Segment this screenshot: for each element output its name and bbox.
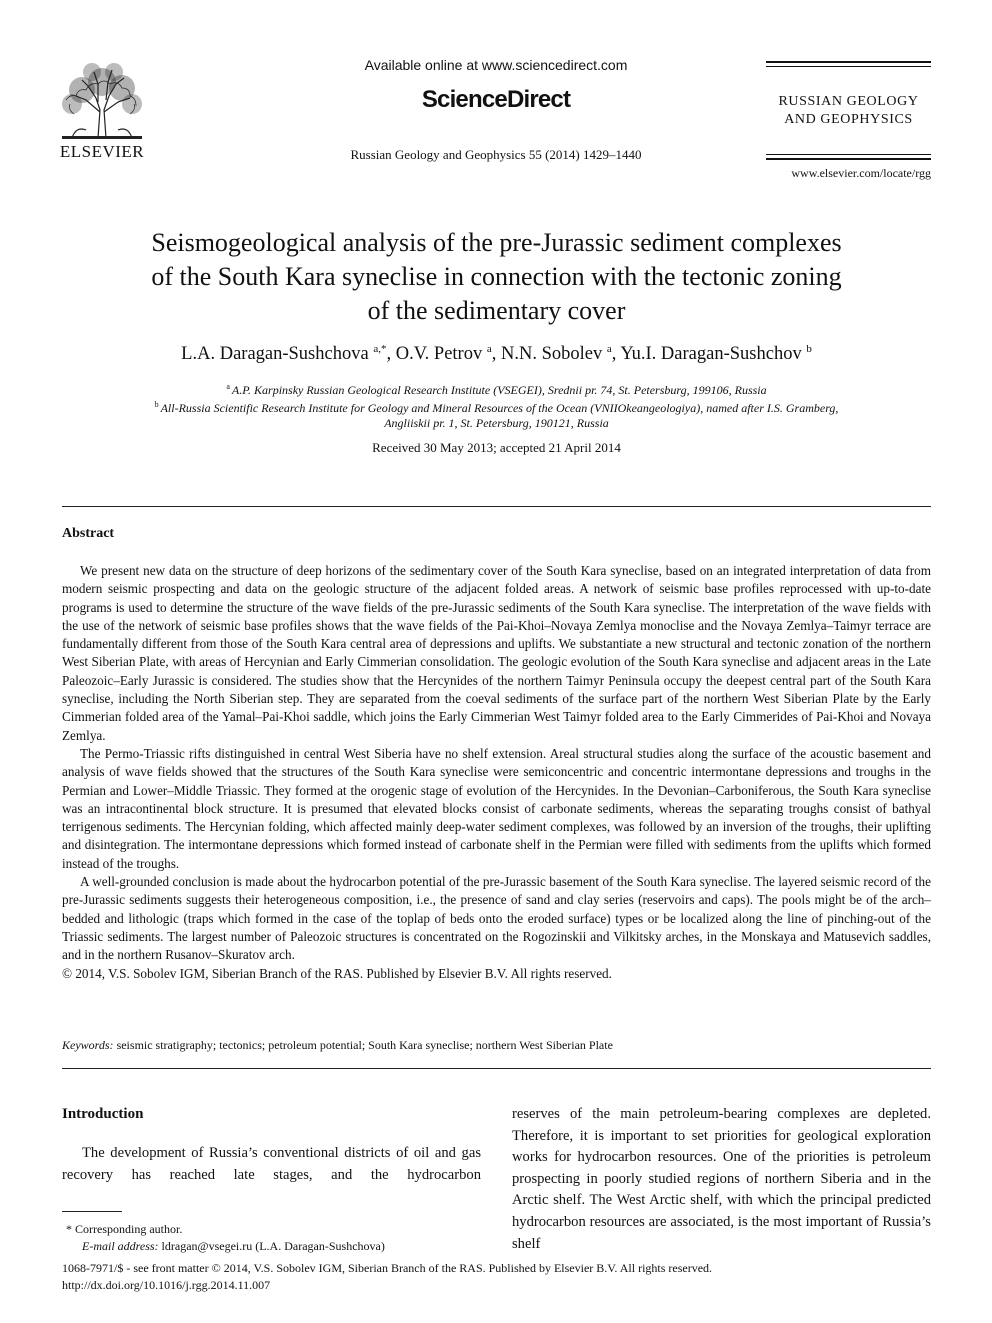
abstract-body	[62, 562, 931, 983]
author-separator: ,	[611, 344, 617, 364]
journal-url-link[interactable]: www.elsevier.com/locate/rgg	[791, 166, 931, 180]
corresponding-author-note	[66, 1222, 182, 1237]
journal-citation: Russian Geology and Geophysics 55 (2014) 1429–1440	[350, 147, 642, 162]
footnote-rule	[62, 1211, 122, 1212]
author-name[interactable]: O.V. Petrov	[395, 344, 483, 364]
keywords-list: seismic stratigraphy; tectonics; petroleum potential; South Kara syneclise; northern West Siberian Plate	[116, 1038, 613, 1052]
brand-rule	[766, 66, 931, 67]
keywords-label: Keywords:	[62, 1038, 114, 1052]
affiliation-text: A.P. Karpinsky Russian Geological Research Institute (VSEGEI), Srednii pr. 74, St. Petersburg, 199106, Russia	[231, 383, 767, 397]
affiliation-mark: a	[226, 382, 230, 391]
footnote-marker: *	[66, 1222, 72, 1236]
abstract-heading: Abstract	[62, 526, 115, 541]
email-link[interactable]: ldragan@vsegei.ru (L.A. Daragan-Sushchova)	[161, 1239, 385, 1253]
affiliation-mark: b	[154, 400, 159, 409]
author-affiliation-mark[interactable]: b	[806, 343, 812, 355]
issn-line: 1068-7971/$ - see front matter © 2014, V.S. Sobolev IGM, Siberian Branch of the RAS. Published by Elsevier B.V. All rights reserved.	[62, 1261, 713, 1275]
article-title	[62, 226, 931, 328]
affiliation-text: All-Russia Scientific Research Institute for Geology and Mineral Resources of the Ocean (VNIIOkeangeologiya), named after I.S. Gramberg,	[160, 401, 839, 415]
elsevier-wordmark: ELSEVIER	[59, 142, 145, 161]
introduction-column-right: reserves of the main petroleum-bearing complexes are depleted. Therefore, it is important to set priorities for geological exploration works for hydrocarbon resources. One of the priorities is petroleum prospecting in poorly studied regions of northern Siberia and in the Arctic shelf. The West Arctic shelf, with which the principal predicted hydrocarbon resources are associated, is the most important of Russia’s shelf	[512, 1106, 931, 1252]
copyright-line: © 2014, V.S. Sobolev IGM, Siberian Branch of the RAS. Published by Elsevier B.V. All rights reserved.	[62, 965, 612, 981]
introduction-column-left: The development of Russia’s conventional districts of oil and gas recovery has reached late stages, and the hydrocarbon	[62, 1145, 481, 1183]
brand-rule	[766, 158, 931, 160]
section-divider	[62, 506, 931, 507]
tree-icon	[52, 60, 152, 140]
title-line: Seismogeological analysis of the pre-Jurassic sediment complexes	[151, 228, 842, 257]
brand-rule	[766, 154, 931, 155]
journal-brand	[766, 93, 931, 129]
title-line: of the South Kara syneclise in connection with the tectonic zoning	[151, 262, 842, 291]
journal-brand-line1: RUSSIAN GEOLOGY	[778, 94, 919, 109]
page-header	[0, 0, 992, 190]
doi-link[interactable]: http://dx.doi.org/10.1016/j.rgg.2014.11.007	[62, 1278, 271, 1292]
section-divider	[62, 1068, 931, 1069]
author-separator: ,	[491, 344, 497, 364]
author-affiliation-mark[interactable]: a	[486, 343, 492, 355]
title-line: of the sedimentary cover	[367, 296, 626, 325]
affiliation-text: Angliiskii pr. 1, St. Petersburg, 190121, Russia	[384, 416, 609, 430]
publisher-logo[interactable]	[52, 60, 152, 164]
author-separator: ,	[386, 344, 392, 364]
author-list	[62, 343, 931, 365]
author-affiliation-mark[interactable]: a	[606, 343, 612, 355]
available-online-link[interactable]: Available online at www.sciencedirect.com	[364, 57, 628, 73]
abstract-paragraph: A well-grounded conclusion is made about the hydrocarbon potential of the pre-Jurassic basement of the South Kara syneclise. The layered seismic record of the pre-Jurassic sediments suggests their heterogeneous composition, i.e., the presence of sand and clay series (reservoirs and caps). The pools might be of the arch–bedded and lithologic (traps which formed in the case of the toplap of beds onto the eroded surface) types or be localized along the line of pinching-out of the Triassic sediments. The largest number of Paleozoic structures is concentrated on the Rogozinskii and Vilkitsky arches, in the Monskaya and Matusevich saddles, and in the northern Rusanov–Skuratov arch.	[62, 874, 931, 963]
author-affiliation-mark[interactable]: a,*	[373, 343, 387, 355]
received-dates: Received 30 May 2013; accepted 21 April 2014	[372, 440, 621, 455]
author-name[interactable]: N.N. Sobolev	[500, 344, 603, 364]
author-name[interactable]: Yu.I. Daragan-Sushchov	[620, 344, 802, 364]
email-label: E-mail address:	[82, 1239, 159, 1253]
email-note	[82, 1239, 385, 1254]
introduction-heading: Introduction	[62, 1106, 144, 1122]
sciencedirect-wordmark[interactable]: ScienceDirect	[421, 86, 571, 113]
keywords-line	[62, 1038, 931, 1053]
brand-rule	[766, 61, 931, 63]
abstract-paragraph: The Permo-Triassic rifts distinguished in central West Siberia have no shelf extension. Areal structural studies along the surface of the acoustic basement and analysis of wave fields showed that the structures of the South Kara syneclise were semiconcentric and concentric intermontane depressions and troughs in the Permian and Lower–Middle Triassic. They formed at the orogenic stage of evolution of the Hercynides. In the Devonian–Carboniferous, the South Kara syneclise was an intracontinental block structure. It is presumed that elevated blocks consist of carbonate sediments, whereas the separating troughs consist of bathyal terrigenous sediments. The Hercynian folding, which affected mainly deep-water sediment complexes, was followed by an inversion of the troughs, their uplifting and disintegration. The intermontane depressions which formed instead of carbonate shelf in the Permian were filled with sediments from the uplifts which formed instead of the troughs.	[62, 745, 931, 871]
journal-brand-line2: AND GEOPHYSICS	[784, 112, 913, 127]
corresponding-label: Corresponding author.	[75, 1222, 183, 1236]
abstract-paragraph: We present new data on the structure of deep horizons of the sedimentary cover of the South Kara syneclise, based on an integrated interpretation of data from modern seismic prospecting and data on the geologic structure of the adjacent folded areas. A network of seismic base profiles reprocessed with up-to-date programs is used to determine the structure of the wave fields of the pre-Jurassic sediments of the South Kara syneclise. The interpretation of the wave fields with the use of the network of seismic base profiles shows that the wave fields of the Pai-Khoi–Novaya Zemlya monoclise and the Novaya Zemlya–Taimyr terrace are fundamentally different from those of the South Kara central area of depressions and uplifts. We substantiate a new structural and tectonic zonation of the northern West Siberian Plate, with areas of Hercynian and Early Cimmerian consolidation. The geologic evolution of the South Kara syneclise and adjacent areas in the Late Paleozoic–Early Jurassic is considered. The studies show that the Hercynides of the northern Taimyr Peninsula occupy the deepest central part of the South Kara syneclise, including the North Siberian step. They are separated from the coeval sediments of the surface part of the northern West Siberian Plate by the Early Cimmerian folded area of the Yamal–Pai-Khoi saddle, which joins the Early Cimmerian West Taimyr folded area to the Early Cimmerides of Pai-Khoi and Novaya Zemlya.	[62, 563, 931, 743]
author-name[interactable]: L.A. Daragan-Sushchova	[181, 344, 369, 364]
affiliation-b-continued	[62, 414, 931, 432]
